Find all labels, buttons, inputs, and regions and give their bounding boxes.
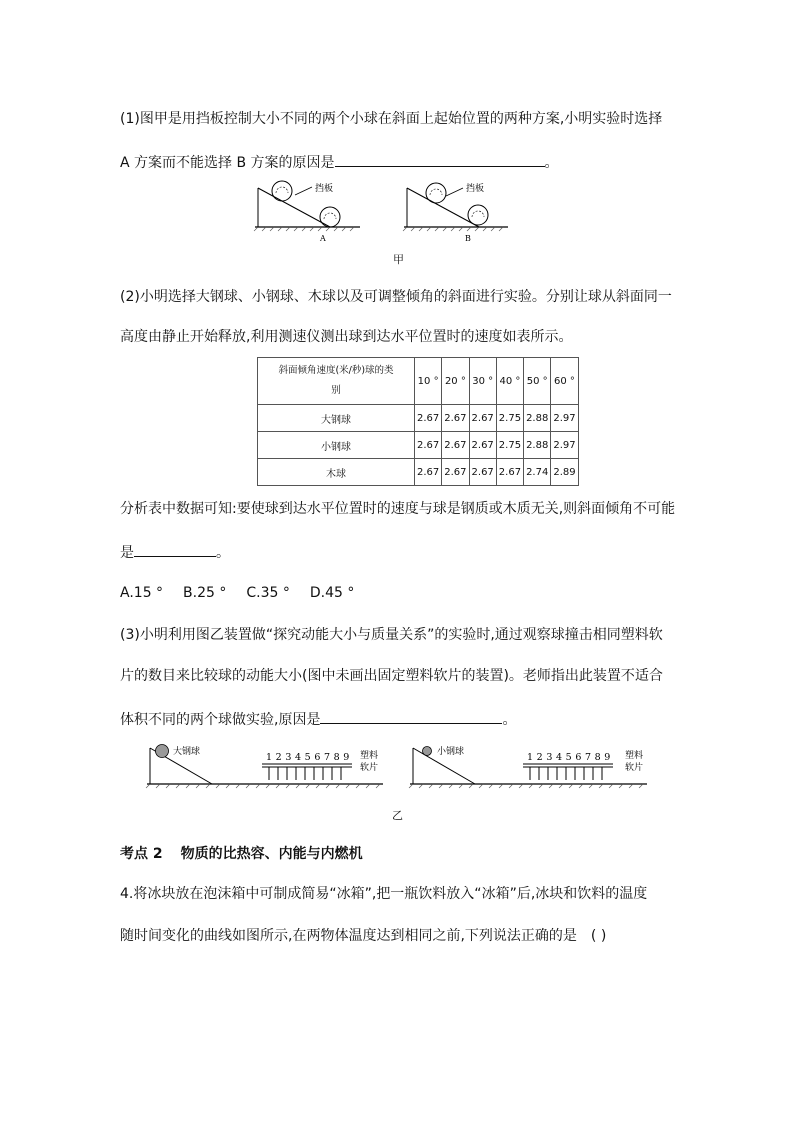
row-label: 大钢球: [258, 405, 415, 432]
q3-part3-line1: (3)小明利用图乙装置做“探究动能大小与质量关系”的实验时,通过观察球撞击相同塑料软: [120, 627, 663, 643]
angle-header: 50 °: [524, 358, 551, 405]
option-c[interactable]: C.35 °: [246, 585, 290, 601]
q4-line1: 4.将冰块放在泡沫箱中可制成简易“冰箱”,把一瓶饮料放入“冰箱”后,冰块和饮料的温度: [120, 886, 648, 902]
table-cell: 2.74: [524, 459, 551, 486]
sheet-label-1-right: 塑料: [625, 751, 644, 761]
label-b: B: [465, 234, 471, 243]
ball-large-a: [272, 181, 292, 201]
table-row: [258, 405, 579, 432]
answer-blank-2[interactable]: [134, 542, 216, 557]
period: 。: [502, 712, 517, 728]
angle-header: 60 °: [551, 358, 578, 405]
baffle-label-b: 挡板: [466, 184, 485, 194]
table-row: [258, 432, 579, 459]
option-b[interactable]: B.25 °: [183, 585, 227, 601]
figure-jia-caption: 甲: [393, 253, 404, 266]
q4-text: 随时间变化的曲线如图所示,在两物体温度达到相同之前,下列说法正确的是: [120, 928, 577, 944]
table-cell: 2.67: [442, 459, 469, 486]
q4-line2: [120, 927, 606, 945]
q3-part1-line2: [120, 152, 559, 172]
table-cell: 2.67: [415, 405, 442, 432]
row-label: 小钢球: [258, 432, 415, 459]
sheet-numbers-left: 1 2 3 4 5 6 7 8 9: [266, 752, 350, 763]
table-cell: 2.67: [415, 432, 442, 459]
angle-header: 10 °: [415, 358, 442, 405]
q3-options: [120, 584, 354, 602]
row-label: 木球: [258, 459, 415, 486]
table-cell: 2.67: [469, 459, 496, 486]
plastic-sheets-right: [530, 767, 602, 780]
table-cell: 2.88: [524, 432, 551, 459]
table-header-row: [258, 358, 579, 405]
speed-table: [257, 357, 579, 486]
small-ball-label: 小钢球: [437, 747, 465, 757]
sheet-numbers-right: 1 2 3 4 5 6 7 8 9: [527, 752, 611, 763]
big-ball-setup: [146, 745, 383, 789]
section-number: 考点 2: [120, 846, 163, 862]
table-row: [258, 459, 579, 486]
section-title: 物质的比热容、内能与内燃机: [180, 846, 363, 862]
table-cell: 2.75: [496, 432, 523, 459]
section-heading: [120, 843, 363, 863]
table-cell: 2.67: [469, 432, 496, 459]
figure-yi-caption: 乙: [392, 809, 403, 822]
q3-part2-line4: [120, 542, 230, 562]
small-ball-setup: [409, 745, 647, 788]
ball-small-b: [468, 205, 488, 225]
q3-part3-line3: [120, 709, 516, 729]
q3-part2-line3: 分析表中数据可知:要使球到达水平位置时的速度与球是钢质或木质无关,则斜面倾角不可能: [120, 501, 676, 517]
big-ball-label: 大钢球: [173, 747, 201, 757]
label-a: A: [320, 234, 326, 243]
header-line-2: 别: [331, 385, 341, 396]
q3-part2-text: 是: [120, 545, 134, 561]
table-cell: 2.75: [496, 405, 523, 432]
figure-jia: [0, 170, 794, 290]
option-a[interactable]: A.15 °: [120, 585, 164, 601]
small-steel-ball: [423, 747, 432, 756]
sheet-label-2-left: 软片: [360, 763, 379, 773]
baffle-label-a: 挡板: [315, 184, 334, 194]
scheme-b-diagram: [403, 182, 508, 243]
figure-yi: [0, 740, 794, 800]
period: 。: [216, 545, 230, 561]
answer-blank-1[interactable]: [335, 152, 545, 167]
sheet-label-1-left: 塑料: [360, 751, 379, 761]
angle-header: 20 °: [442, 358, 469, 405]
table-cell: 2.67: [415, 459, 442, 486]
q3-part1-line1: (1)图甲是用挡板控制大小不同的两个小球在斜面上起始位置的两种方案,小明实验时选择: [120, 111, 663, 127]
table-cell: 2.67: [496, 459, 523, 486]
angle-header: 30 °: [469, 358, 496, 405]
table-cell: 2.88: [524, 405, 551, 432]
q3-part1-text: A 方案而不能选择 B 方案的原因是: [120, 155, 335, 171]
q3-part3-text: 体积不同的两个球做实验,原因是: [120, 712, 321, 728]
table-cell: 2.67: [469, 405, 496, 432]
table-cell: 2.97: [551, 405, 578, 432]
q3-part2-line2: 高度由静止开始释放,利用测速仪测出球到达水平位置时的速度如表所示。: [120, 329, 573, 345]
table-cell: 2.97: [551, 432, 578, 459]
option-d[interactable]: D.45 °: [309, 585, 355, 601]
plastic-sheets-left: [269, 767, 341, 780]
period: 。: [544, 155, 559, 171]
table-cell: 2.67: [442, 405, 469, 432]
q3-part3-line2: 片的数目来比较球的动能大小(图中未画出固定塑料软片的装置)。老师指出此装置不适合: [120, 668, 663, 684]
answer-paren[interactable]: ( ): [590, 928, 607, 944]
ball-small-a: [320, 207, 340, 227]
ball-large-b: [426, 183, 446, 203]
header-line-1: 斜面倾角速度(米/秒)球的类: [278, 365, 394, 376]
sheet-label-2-right: 软片: [625, 763, 644, 773]
big-steel-ball: [156, 745, 169, 758]
answer-blank-3[interactable]: [320, 709, 502, 724]
table-corner-header: [258, 358, 415, 405]
table-cell: 2.89: [551, 459, 578, 486]
table-cell: 2.67: [442, 432, 469, 459]
q3-part2-line1: (2)小明选择大钢球、小钢球、木球以及可调整倾角的斜面进行实验。分别让球从斜面同一: [120, 289, 672, 305]
scheme-a-diagram: [254, 181, 360, 243]
angle-header: 40 °: [496, 358, 523, 405]
